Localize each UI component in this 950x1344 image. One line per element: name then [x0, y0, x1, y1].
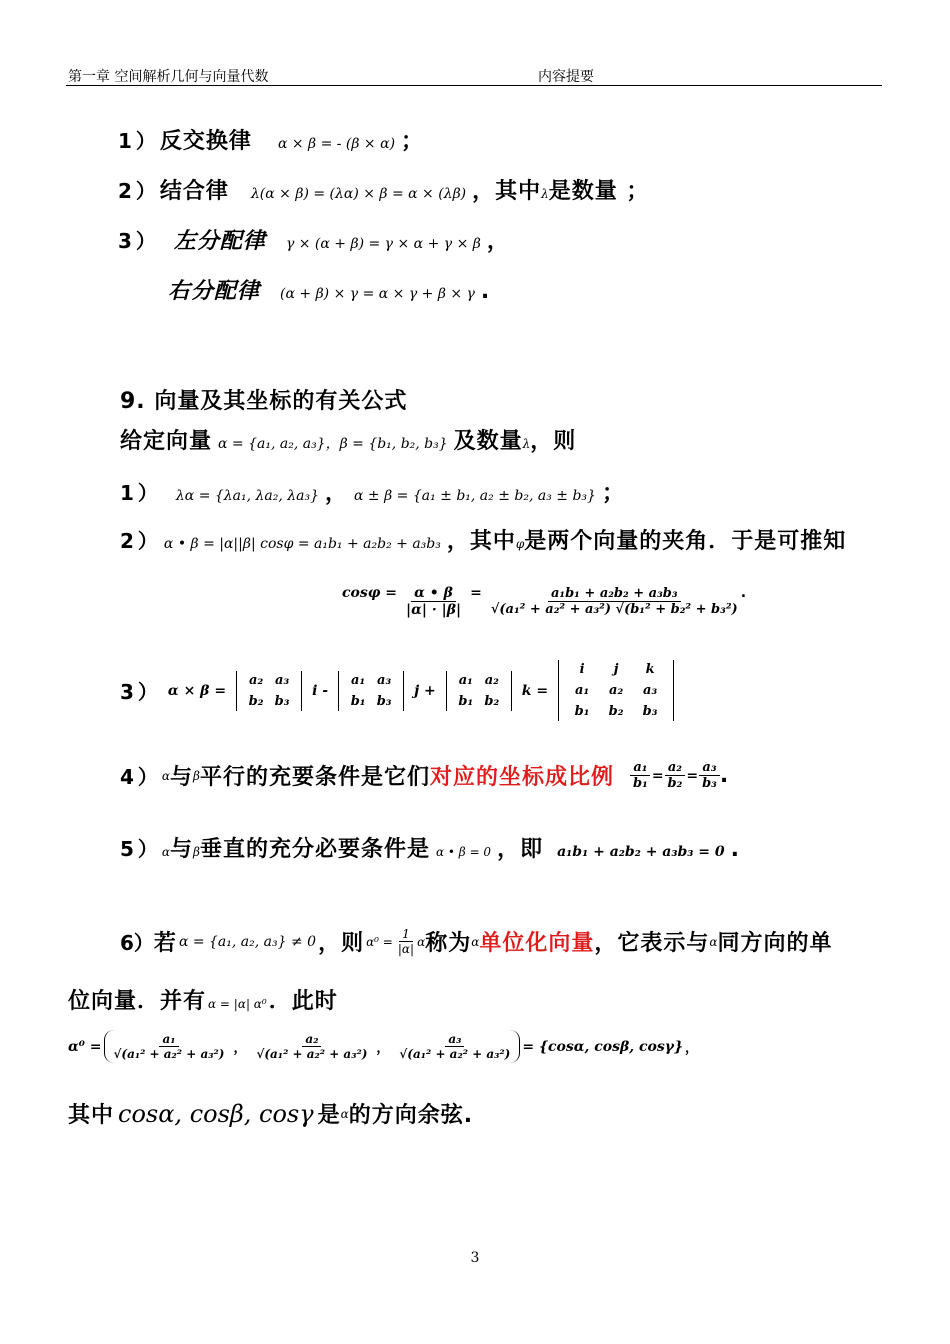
unit-vector-formula: α⁰ = $\frac{\text{a₁}}{\text{√(a₁² + a₂² + a₃²)}}$ ， $\frac{\text{a₂}}{\text{√(a₁² + a₂² + a₃²)}}$ ， $\frac{\text{a₃}}{\text{√(a₁² + a₂² + a₃²)}}$ = {cosα, cosβ, cosγ} ， [68, 1032, 700, 1061]
formula: α = |α| α⁰ [208, 997, 267, 1011]
direction-cosines-line: 其中 cosα, cosβ, cosγ 是 α 的方向余弦. [68, 1099, 474, 1128]
formula: α ± β = {a₁ ± b₁, a₂ ± b₂, a₃ ± b₃} [354, 488, 596, 504]
formula: γ × (α + β) = γ × α + γ × β [285, 236, 481, 252]
item-5: 5） α 与 β 垂直的充分必要条件是 α • β = 0 ，即 a₁b₁ + a₂b₂ + a₃b₃ = 0 . [120, 837, 741, 862]
fraction: $\frac{1}{|\alpha|}$ [397, 927, 415, 956]
formula: (α + β) × γ = α × γ + β × γ [280, 286, 475, 302]
item-6-cont: 位向量．并有 α = |α| α⁰ ．此时 [68, 989, 338, 1014]
running-header-section: 内容提要 [538, 69, 594, 85]
brace-group: $\frac{\text{a₁}}{\text{√(a₁² + a₂² + a₃²)}}$ ， $\frac{\text{a₂}}{\text{√(a₁² + a₂² + a₃²)}}$ ， $\frac{\text{a₃}}{\text{√(a₁² + a₂² + a₃²)}}$ [104, 1030, 521, 1063]
formula: λ(α × β) = (λα) × β = α × (λβ) [250, 186, 467, 202]
determinant: a₁ a₂ b₁ b₂ [446, 671, 512, 711]
highlight-text: 单位化向量 [479, 931, 595, 956]
formula: α • β = 0 [436, 845, 492, 859]
formula: cosα, cosβ, cosγ [118, 1099, 314, 1128]
running-header-chapter: 第一章 空间解析几何与向量代数 [68, 69, 269, 85]
fraction: $\frac{\text{a₃}}{\text{√(a₁² + a₂² + a₃²)}}$ [399, 1032, 511, 1061]
law-associative: 2） 结合律 λ(α × β) = (λα) × β = α × (λβ) ，其中 λ 是数量 ； [118, 179, 650, 204]
fraction: $\frac{\text{a₁}}{\text{b₁}}$ [630, 760, 651, 791]
fraction: $\frac{\text{a₃}}{\text{b₃}}$ [699, 760, 720, 791]
header-rule [66, 85, 882, 86]
item-6: 6） 若 α = {a₁, a₂, a₃} ≠ 0 ，则 α⁰ = $\frac{1}{|\alpha|}$ α 称为 α 单位化向量 ，它表示与 α 同方向的单 [120, 927, 833, 956]
law-right-distributive: 右分配律 (α + β) × γ = α × γ + β × γ . [168, 279, 491, 304]
determinant: a₁ a₃ b₁ b₃ [338, 671, 404, 711]
fraction: $\frac{\text{a₂}}{\text{b₂}}$ [665, 760, 686, 791]
formula: α = {a₁, a₂, a₃} ≠ 0 [178, 933, 317, 950]
formula: λα = {λa₁, λa₂, λa₃} [175, 488, 319, 504]
item-1: 1） λα = {λa₁, λa₂, λa₃} ， α ± β = {a₁ ± b₁, a₂ ± b₂, a₃ ± b₃} ； [120, 481, 625, 506]
determinant: a₂ a₃ b₂ b₃ [236, 671, 302, 711]
item-4: 4） α 与 β 平行的充要条件是它们 对应的坐标成比例 $\frac{\text{a₁}}{\text{b₁}}$ = $\frac{\text{a₂}}{\text{b₂}}$ = $\frac{\text{a₃}}{\text{b₃}}$ . [120, 760, 730, 791]
section-title: 9. 向量及其坐标的有关公式 [120, 389, 408, 414]
fraction: $\frac{\text{a₁b₁ + a₂b₂ + a₃b₃}}{\text{√(a₁² + a₂² + a₃²) √(b₁² + b₂² + b₃²)}}$ [490, 586, 738, 617]
formula: α • β = |α||β| cosφ = a₁b₁ + a₂b₂ + a₃b₃ [163, 536, 441, 552]
fraction: $\frac{\text{a₂}}{\text{√(a₁² + a₂² + a₃²)}}$ [256, 1032, 368, 1061]
page-number: 3 [470, 1250, 480, 1266]
determinant: i j k a₁ a₂ a₃ b₁ b₂ b₃ [558, 660, 674, 721]
given-line: 给定向量 α = {a₁, a₂, a₃}，β = {b₁, b₂, b₃} 及数量 λ ，则 [120, 429, 577, 454]
law-anticommutative: 1） 反交换律 α × β = - (β × α) ； [118, 129, 425, 154]
formula: α = {a₁, a₂, a₃}，β = {b₁, b₂, b₃} [218, 436, 448, 452]
formula: α × β = - (β × α) [277, 136, 396, 152]
fraction: $\frac{\text{a₁}}{\text{√(a₁² + a₂² + a₃²)}}$ [113, 1032, 225, 1061]
fraction: $\frac{\alpha • \beta}{|\alpha| \cdot |\beta|}$ [406, 585, 462, 618]
law-left-distributive: 3） 左分配律 γ × (α + β) = γ × α + γ × β ， [118, 229, 510, 254]
cos-formula: cosφ = $\frac{\alpha • \beta}{|\alpha| \cdot |\beta|}$ = $\frac{\text{a₁b₁ + a₂b₂ + a₃b₃}}{\text{√(a₁² + a₂² + a₃²) √(b₁² + b₂² + b₃²)}}$ . [342, 585, 748, 618]
highlight-text: 对应的坐标成比例 [430, 765, 615, 790]
item-2: 2） α • β = |α||β| cosφ = a₁b₁ + a₂b₂ + a₃b₃ ，其中 φ 是两个向量的夹角．于是可推知 [120, 529, 847, 554]
formula: a₁b₁ + a₂b₂ + a₃b₃ = 0 [557, 844, 725, 860]
item-3: 3） α × β = a₂ a₃ b₂ b₃ i - a₁ a₃ b₁ b₃ j + a₁ a₂ b₁ b₂ k = i j k a₁ a₂ a₃ b₁ b₂ b₃ [120, 660, 678, 721]
